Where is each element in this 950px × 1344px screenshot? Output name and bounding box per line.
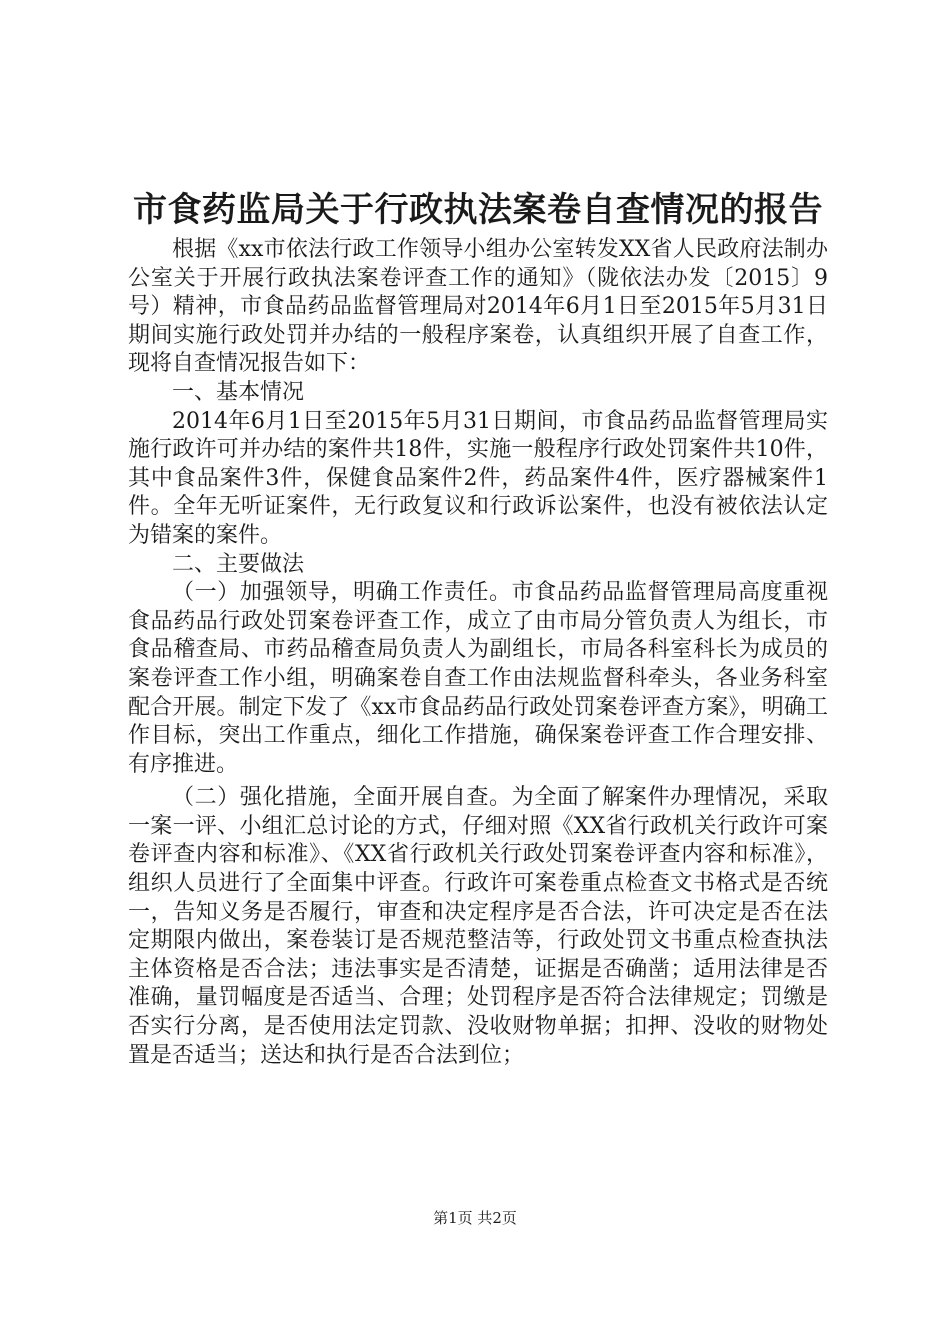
document-body (128, 236, 828, 1070)
section-heading-basic: 一、基本情况 (172, 379, 305, 405)
measure-item-2-paragraph: （二）强化措施，全面开展自查。为全面了解案件办理情况，采取一案一评、小组汇总讨论的方式，仔细对照《XX省行政机关行政许可案卷评查内容和标准》、《XX省行政机关行政处罚案卷评查内容和标准》，组织人员进行了全面集中评查。行政许可案卷重点检查文书格式是否统一，告知义务是否履行，审查和决定程序是否合法，许可决定是否在法定期限内做出，案卷装订是否规范整洁等，行政处罚文书重点检查执法主体资格是否合法；违法事实是否清楚，证据是否确凿；适用法律是否准确，量罚幅度是否适当、合理；处罚程序是否符合法律规定；罚缴是否实行分离，是否使用法定罚款、没收财物单据；扣押、没收的财物处置是否适当；送达和执行是否合法到位； (128, 785, 828, 1068)
document-title: 市食药监局关于行政执法案卷自查情况的报告 (133, 190, 823, 230)
intro-paragraph: 根据《xx市依法行政工作领导小组办公室转发XX省人民政府法制办公室关于开展行政执法案卷评查工作的通知》（陇依法办发〔2015〕9号）精神，市食品药品监督管理局对2014年6月1日至2015年5月31日期间实施行政处罚并办结的一般程序案卷，认真组织开展了自查工作，现将自查情况报告如下： (128, 237, 828, 377)
document-page (128, 0, 828, 1070)
basic-situation-paragraph: 2014年6月1日至2015年5月31日期间，市食品药品监督管理局实施行政许可并办结的案件共18件，实施一般程序行政处罚案件共10件，其中食品案件3件，保健食品案件2件，药品案件4件，医疗器械案件1件。全年无听证案件，无行政复议和行政诉讼案件，也没有被依法认定为错案的案件。 (128, 408, 828, 548)
measure-item-1-paragraph: （一）加强领导，明确工作责任。市食品药品监督管理局高度重视食品药品行政处罚案卷评查工作，成立了由市局分管负责人为组长，市食品稽查局、市药品稽查局负责人为副组长，市局各科室科长为成员的案卷评查工作小组，明确案卷自查工作由法规监督科牵头，各业务科室配合开展。制定下发了《xx市食品药品行政处罚案卷评查方案》，明确工作目标，突出工作重点，细化工作措施，确保案卷评查工作合理安排、有序推进。 (128, 580, 828, 777)
page-footer: 第1页 共2页 (433, 1209, 517, 1227)
section-heading-measures: 二、主要做法 (172, 551, 305, 577)
